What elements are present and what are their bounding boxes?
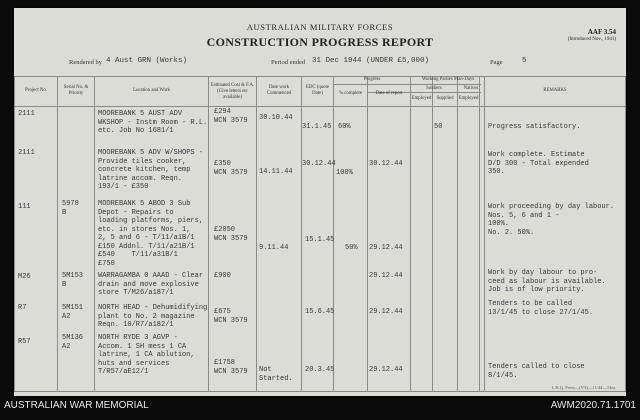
footer-accession: AWM2020.71.1701	[550, 400, 636, 411]
row5-project: R7	[18, 304, 27, 312]
print-line: L.H.Q. Press—(V3)—11/44—14m.	[551, 385, 616, 390]
row3-cost: £2050 WCN 3579	[214, 226, 248, 243]
row2-edc: 30.12.44	[302, 160, 336, 168]
report-title: CONSTRUCTION PROGRESS REPORT	[206, 35, 434, 49]
row2-pct: 100%	[336, 169, 353, 177]
row2-report: 30.12.44	[369, 160, 403, 168]
row1-cost: £294 WCN 3579	[214, 108, 248, 125]
row2-commenced: 14.11.44	[259, 168, 293, 176]
row3-remarks: Work proceeding by day labour. Nos. 5, 6 and 1 - 100%. No. 2. 50%.	[488, 203, 615, 237]
report-sheet	[14, 8, 626, 396]
row5-report: 29.12.44	[369, 308, 403, 316]
col-project-no: Project No.	[25, 88, 47, 93]
period-label: Period ended	[271, 59, 306, 66]
row6-location: NORTH RYDE 3 AGVP - Accom. 1 SH mess 1 CA latrine, 1 CA ablution, huts and services T/R57/aE12/1	[98, 334, 195, 376]
row2-cost: £350 WCN 3579	[214, 160, 248, 177]
rendered-by-label: Rendered by	[69, 59, 103, 66]
row6-commenced: Not Started.	[259, 366, 293, 383]
row6-cost: £1758 WCN 3579	[214, 359, 248, 376]
col-soldiers-supplied: Supplied	[436, 96, 454, 101]
progress-table	[14, 76, 626, 392]
row2-remarks: Work complete. Estimate D/D 300 - Total expended 350.	[488, 151, 589, 176]
row4-cost: £900	[214, 272, 231, 280]
col-edc: EDC (quote Date)	[305, 85, 330, 96]
row6-remarks: Tenders called to close 8/1/45.	[488, 363, 585, 380]
col-serial-no: Serial No. & Priority	[63, 85, 89, 96]
org-title: AUSTRALIAN MILITARY FORCES	[246, 22, 394, 32]
row6-project: R57	[18, 338, 31, 346]
row3-serial: 5978 B	[62, 200, 79, 217]
col-soldiers-employed: Employed	[411, 96, 432, 101]
row1-soldiers-employed: 50	[434, 123, 443, 131]
row4-report: 29.12.44	[369, 272, 403, 280]
col-natives: Natives	[463, 86, 479, 91]
row5-cost: £675 WCN 3579	[214, 308, 248, 325]
col-pct-complete: % complete	[339, 91, 362, 96]
row3-report: 29.12.44	[369, 244, 403, 252]
row5-location: NORTH HEAD - Dehumidifying plant to No. 2 magazine Reqn. 10/R7/a182/1	[98, 304, 208, 329]
row1-project: 2111	[18, 110, 35, 118]
row3-commenced: 9.11.44	[259, 244, 289, 252]
row1-remarks: Progress satisfactory.	[488, 123, 581, 131]
footer-institution: AUSTRALIAN WAR MEMORIAL	[4, 400, 149, 411]
rendered-by-value: 4 Aust GRN (Works)	[106, 57, 188, 65]
row3-pct: 50%	[345, 244, 358, 252]
form-note: (Introduced Nov., 1941)	[567, 37, 616, 42]
row5-edc: 15.6.45	[305, 308, 335, 316]
col-location: Location and Work	[133, 88, 170, 93]
page-value: 5	[522, 57, 527, 65]
row5-remarks: Tenders to be called 13/1/45 to close 27/1/45.	[488, 300, 594, 317]
row3-edc: 15.1.45	[305, 236, 335, 244]
col-progress: Progress	[363, 77, 381, 82]
row6-serial: 5M136 A2	[62, 334, 84, 351]
row1-commenced: 30.10.44	[259, 114, 293, 122]
row2-location: MOOREBANK 5 ADV W/SHOPS - Provide tiles cooker, concrete kitchen, temp latrine accom. Reqn. 193/1 - £350	[98, 149, 204, 191]
row5-serial: 5M151 A2	[62, 304, 84, 321]
row4-remarks: Work by day labour to pro- ceed as labour is available. Job is of low priority.	[488, 269, 606, 294]
col-working-parties: Working Parties Man-Days	[421, 77, 475, 82]
row6-report: 29.12.44	[369, 366, 403, 374]
row1-pct: 60%	[338, 123, 351, 131]
row3-project: 111	[18, 203, 31, 211]
form-code	[568, 28, 616, 44]
col-estimated-cost: Estimated Cost & F.A. (Give letters etc available)	[210, 83, 255, 100]
row4-serial: 5M153 B	[62, 272, 84, 289]
period-value: 31 Dec 1944 (UNDER £5,000)	[312, 57, 430, 65]
row6-edc: 20.3.45	[305, 366, 335, 374]
col-remarks: REMARKS	[543, 88, 567, 93]
col-date-commenced: Date work Commenced	[266, 85, 292, 96]
row4-project: M26	[18, 273, 31, 281]
row1-location: MOOREBANK 5 AUST ADV WKSHOP - Instm Room - R.L. etc. Job No 1681/1	[98, 110, 208, 135]
col-natives-employed: Employed	[458, 96, 479, 101]
page-label: Page	[490, 59, 503, 66]
form-code-text: AAF 3.54	[587, 28, 616, 36]
row3-location: MOOREBANK 5 ABOD 3 Sub Depot - Repairs to loading platforms, piers, etc. in stores Nos. 1, 2, 5 and 6 - T/11/a1B/1 £150 Addnl. T/11/a21B/1 £540 T/11/a31B/1 £750	[98, 200, 204, 268]
row2-project: 2111	[18, 149, 35, 157]
row4-location: WARRAGAMBA 0 AAAD - Clear drain and move explosive store T/M26/a187/1	[98, 272, 204, 297]
col-soldiers: Soldiers	[426, 86, 442, 91]
col-date-of-report: Date of report	[375, 91, 403, 96]
row1-edc: 31.1.45	[302, 123, 332, 131]
